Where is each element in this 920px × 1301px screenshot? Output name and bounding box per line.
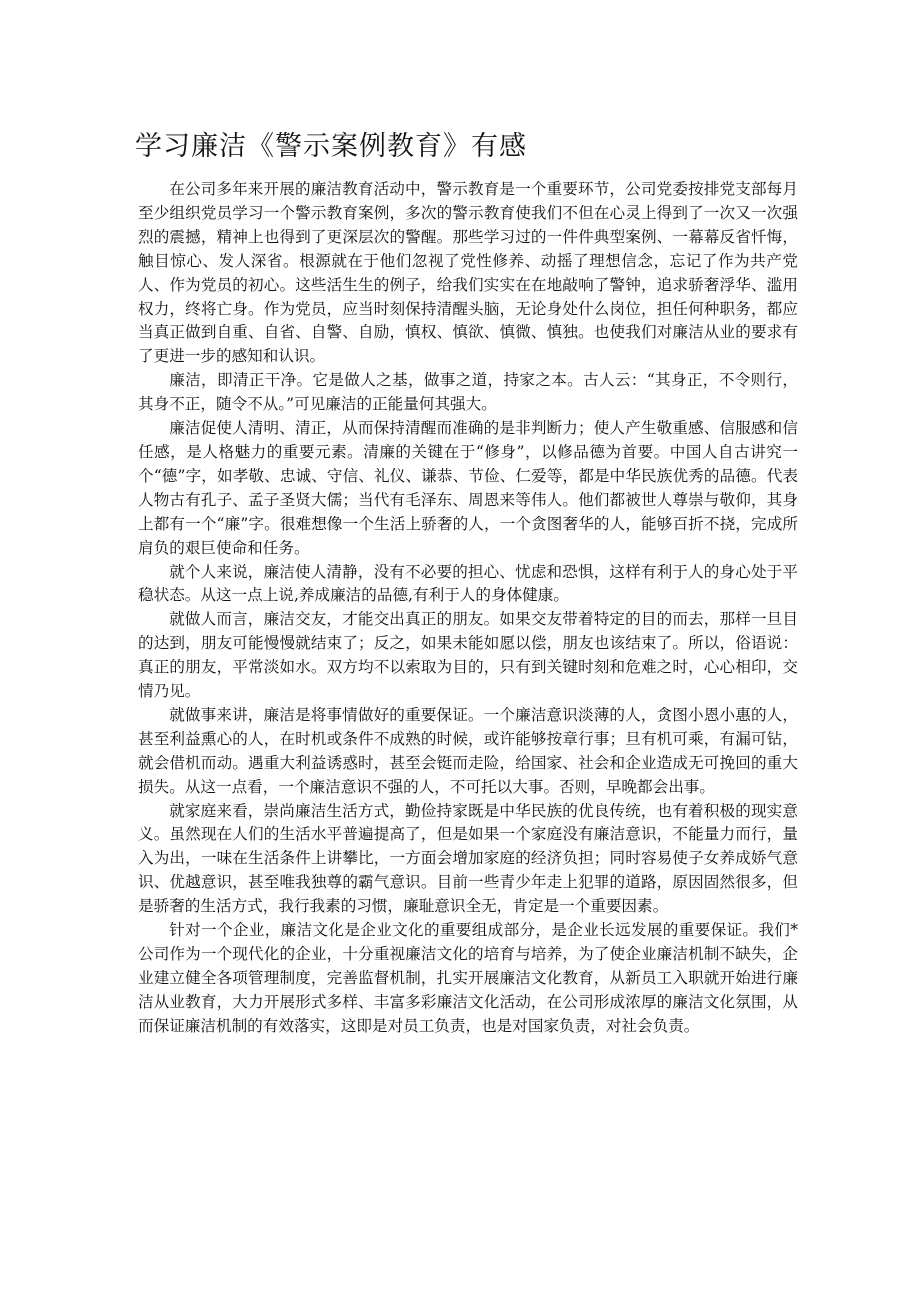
paragraph-7: 就家庭来看，崇尚廉洁生活方式，勤俭持家既是中华民族的优良传统，也有着积极的现实意义。虽然现在人们的生活水平普遍提高了，但是如果一个家庭没有廉洁意识，不能量力而行，量入为出，一味在生活条件上讲攀比，一方面会增加家庭的经济负担；同时容易使子女养成娇气意识、优越意识，甚至唯我独尊的霸气意识。目前一些青少年走上犯罪的道路，原因固然很多，但是骄奢的生活方式，我行我素的习惯，廉耻意识全无，肯定是一个重要因素。 (138, 801, 798, 916)
document-body (138, 178, 798, 1039)
paragraph-8: 针对一个企业，廉洁文化是企业文化的重要组成部分，是企业长远发展的重要保证。我们*公司作为一个现代化的企业，十分重视廉洁文化的培育与培养，为了使企业廉洁机制不缺失，企业建立健全各项管理制度，完善监督机制，扎实开展廉洁文化教育，从新员工入职就开始进行廉洁从业教育，大力开展形式多样、丰富多彩廉洁文化活动，在公司形成浓厚的廉洁文化氛围，从而保证廉洁机制的有效落实，这即是对员工负责，也是对国家负责，对社会负责。 (138, 921, 798, 1035)
paragraph-1: 在公司多年来开展的廉洁教育活动中，警示教育是一个重要环节，公司党委按排党支部每月至少组织党员学习一个警示教育案例，多次的警示教育使我们不但在心灵上得到了一次又一次强烈的震撼，精神上也得到了更深层次的警醒。那些学习过的一件件典型案例、一幕幕反省忏悔，触目惊心、发人深省。根源就在于他们忽视了党性修养、动摇了理想信念，忘记了作为共产党人、作为党员的初心。这些活生生的例子，给我们实实在在地敲响了警钟，追求骄奢浮华、滥用权力，终将亡身。作为党员，应当时刻保持清醒头脑，无论身处什么岗位，担任何种职务，都应当真正做到自重、自省、自警、自励，慎权、慎欲、慎微、慎独。也使我们对廉洁从业的要求有了更进一步的感知和认识。 (138, 180, 798, 366)
document-title: 学习廉洁《警示案例教育》有感 (135, 131, 527, 162)
paragraph-2: 廉洁，即清正干净。它是做人之基，做事之道，持家之本。古人云：“其身正，不令则行，其身不正，随令不从。”可见廉洁的正能量何其强大。 (138, 371, 798, 414)
paragraph-3: 廉洁促使人清明、清正，从而保持清醒而准确的是非判断力；使人产生敬重感、信服感和信任感，是人格魅力的重要元素。清廉的关键在于“修身”，以修品德为首要。中国人自古讲究一个“德”字，如孝敬、忠诚、守信、礼仪、谦恭、节俭、仁爱等，都是中华民族优秀的品德。代表人物古有孔子、孟子圣贤大儒；当代有毛泽东、周恩来等伟人。他们都被世人尊崇与敬仰，其身上都有一个“廉”字。很难想像一个生活上骄奢的人，一个贪图奢华的人，能够百折不挠，完成所肩负的艰巨使命和任务。 (138, 419, 798, 557)
paragraph-6: 就做事来讲，廉洁是将事情做好的重要保证。一个廉洁意识淡薄的人，贪图小恩小惠的人，甚至利益熏心的人，在时机或条件不成熟的时候，或许能够按章行事；旦有机可乘，有漏可钻，就会借机而动。遇重大利益诱惑时，甚至会铤而走险，给国家、社会和企业造成无可挽回的重大损失。从这一点看，一个廉洁意识不强的人，不可托以大事。否则，早晚都会出事。 (138, 705, 798, 796)
paragraph-5: 就做人而言，廉洁交友，才能交出真正的朋友。如果交友带着特定的目的而去，那样一旦目的达到，朋友可能慢慢就结束了；反之，如果未能如愿以偿，朋友也该结束了。所以，俗语说：真正的朋友，平常淡如水。双方均不以索取为目的，只有到关键时刻和危难之时，心心相印，交情乃见。 (138, 610, 798, 701)
paragraph-4: 就个人来说，廉洁使人清静，没有不必要的担心、忧虑和恐惧，这样有利于人的身心处于平稳状态。从这一点上说,养成廉洁的品德,有利于人的身体健康。 (138, 562, 798, 605)
